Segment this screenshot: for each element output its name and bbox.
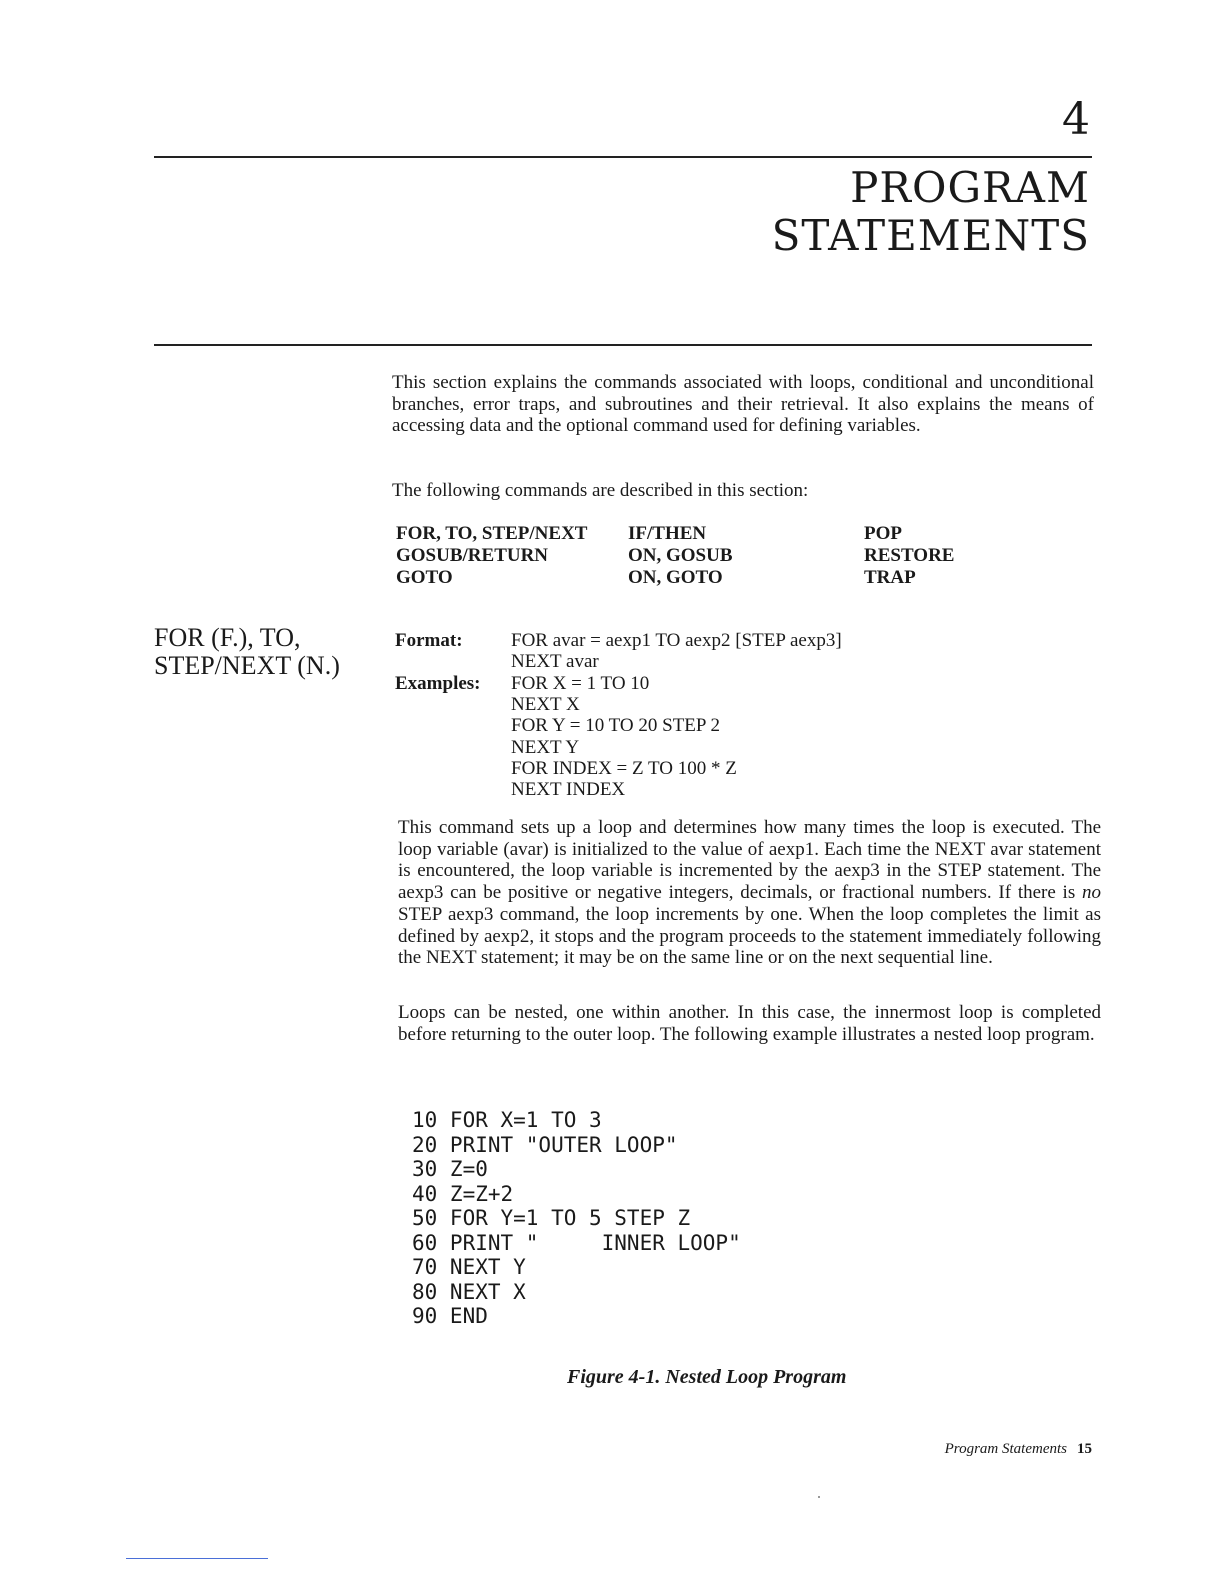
format-label: Format: bbox=[395, 630, 463, 651]
format-line: NEXT avar bbox=[511, 651, 599, 673]
code-line: 20 PRINT "OUTER LOOP" bbox=[412, 1132, 678, 1157]
top-rule bbox=[154, 156, 1092, 158]
command-list bbox=[392, 523, 1094, 589]
examples-label: Examples: bbox=[395, 672, 481, 694]
command-row bbox=[392, 523, 1094, 545]
code-line: 50 FOR Y=1 TO 5 STEP Z bbox=[412, 1206, 691, 1230]
section-heading bbox=[154, 624, 340, 680]
blue-underline-mark bbox=[126, 1558, 268, 1559]
example-line: NEXT X bbox=[511, 693, 580, 715]
example-line: FOR INDEX = Z TO 100 * Z bbox=[511, 757, 737, 779]
command-row bbox=[392, 567, 1094, 589]
command-item: TRAP bbox=[864, 567, 916, 588]
page-footer bbox=[945, 1441, 1092, 1458]
code-line: 40 Z=Z+2 bbox=[412, 1181, 514, 1206]
chapter-number: 4 bbox=[1062, 94, 1090, 145]
command-item: GOSUB/RETURN bbox=[396, 545, 549, 566]
command-item: ON, GOSUB bbox=[628, 545, 733, 566]
code-line: 30 Z=0 bbox=[412, 1157, 488, 1181]
section-rule bbox=[154, 344, 1092, 346]
command-item: GOTO bbox=[396, 567, 453, 588]
example-line: FOR Y = 10 TO 20 STEP 2 bbox=[511, 715, 721, 737]
scan-speck bbox=[818, 1496, 820, 1498]
footer-section-title: Program Statements bbox=[944, 1441, 1067, 1457]
figure-caption: Figure 4-1. Nested Loop Program bbox=[567, 1366, 847, 1388]
command-item: ON, GOTO bbox=[628, 567, 723, 588]
command-row bbox=[392, 545, 1094, 567]
chapter-title-line1: PROGRAM bbox=[850, 163, 1090, 212]
description-paragraph bbox=[398, 817, 1101, 969]
nested-loop-paragraph: Loops can be nested, one within another. In this case, the innermost loop is completed before returning to the outer loop. The following example illustrates a nested loop program. bbox=[398, 1002, 1101, 1045]
example-line: FOR X = 1 TO 10 bbox=[511, 672, 650, 694]
format-line: FOR avar = aexp1 TO aexp2 [STEP aexp3] bbox=[511, 630, 842, 651]
chapter-title bbox=[772, 164, 1090, 260]
code-line: 90 END bbox=[412, 1304, 488, 1328]
example-line: NEXT Y bbox=[511, 736, 580, 758]
description-text: This command sets up a loop and determines how many times the loop is executed. The loop variable (avar) is initialized to the value of aexp1. Each time the NEXT avar statement is encountered, the loop variable is incremented by the aexp3 in the STEP statement. The aexp3 can be positive or negative integers, decimals, or fractional numbers. If there is bbox=[398, 817, 1101, 904]
description-text: STEP aexp3 command, the loop increments by one. When the loop completes the limit as defined by aexp2, it stops and the program proceeds to the statement immediately following the NEXT statement; it may be on the same line or on the next sequential line. bbox=[398, 903, 1101, 969]
code-line: 60 PRINT " INNER LOOP" bbox=[412, 1230, 741, 1255]
command-item: POP bbox=[864, 523, 902, 544]
example-line: NEXT INDEX bbox=[511, 779, 626, 801]
command-item: FOR, TO, STEP/NEXT bbox=[396, 523, 588, 544]
intro-paragraph: This section explains the commands associated with loops, conditional and unconditional branches, error traps, and subroutines and their retrieval. It also explains the means of accessing data and the optional command used for defining variables. bbox=[392, 372, 1094, 437]
chapter-title-line2: STATEMENTS bbox=[771, 211, 1090, 260]
section-heading-line2: STEP/NEXT (N.) bbox=[154, 651, 340, 680]
code-listing bbox=[412, 1108, 741, 1329]
command-item: RESTORE bbox=[864, 545, 955, 566]
section-heading-line1: FOR (F.), TO, bbox=[154, 623, 301, 652]
page-number: 15 bbox=[1077, 1441, 1092, 1457]
intro-lead: The following commands are described in this section: bbox=[392, 480, 809, 501]
code-line: 70 NEXT Y bbox=[412, 1255, 526, 1279]
description-emphasis: no bbox=[1082, 882, 1101, 904]
code-line: 10 FOR X=1 TO 3 bbox=[412, 1108, 602, 1132]
command-item: IF/THEN bbox=[628, 523, 707, 544]
code-line: 80 NEXT X bbox=[412, 1279, 526, 1304]
